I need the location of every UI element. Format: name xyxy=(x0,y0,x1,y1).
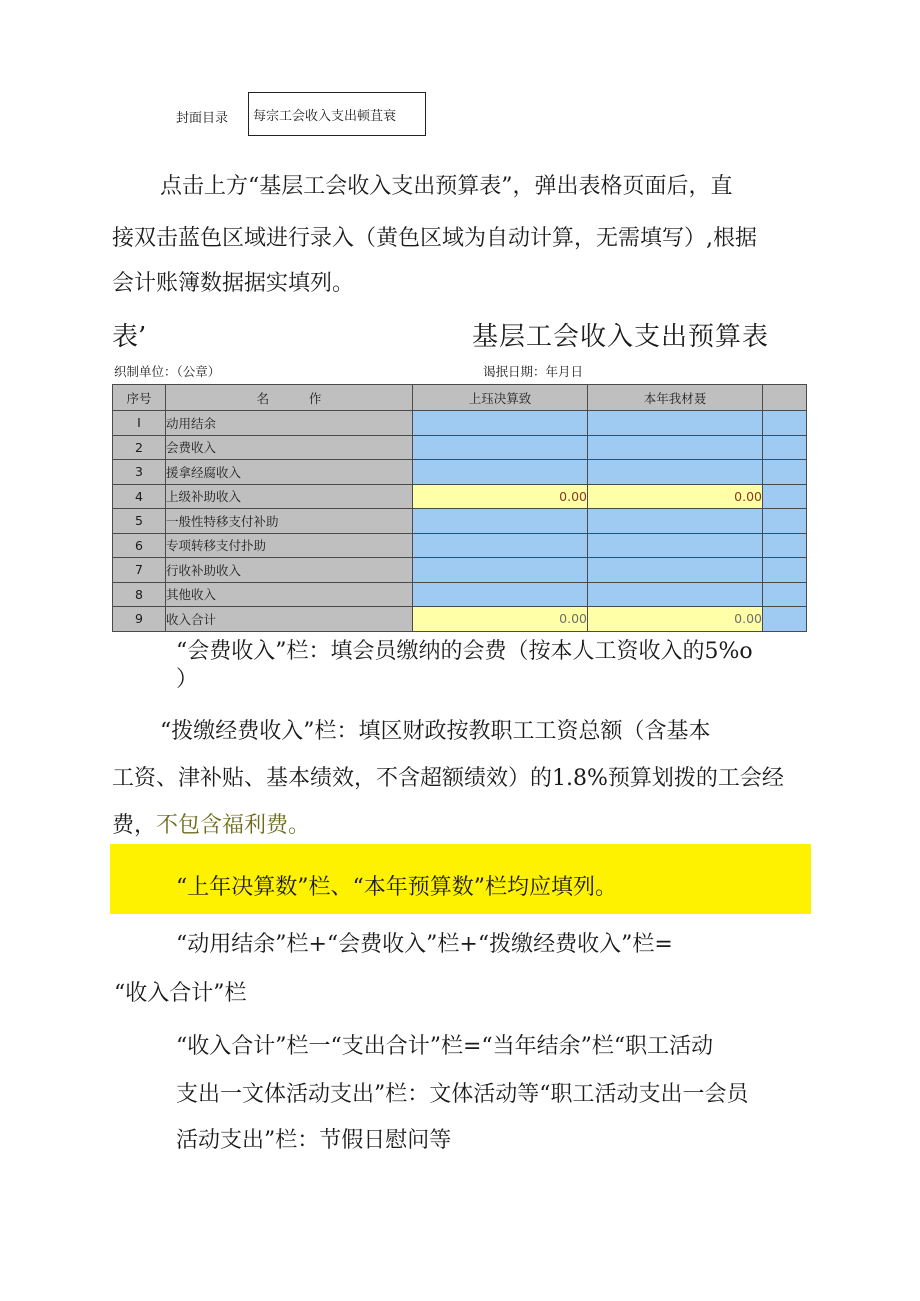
formula-line-5: 活动支出”栏：节假日慰问等 xyxy=(176,1128,452,1153)
row-name: 上级补助收入 xyxy=(166,484,413,509)
header-prev-year-final: 上珏决算致 xyxy=(413,385,588,411)
table-row xyxy=(113,484,807,509)
table-header-row xyxy=(113,385,807,411)
row-seq: 4 xyxy=(113,484,166,509)
prev-year-final-cell[interactable] xyxy=(413,411,588,436)
row-name: 一般性特移支付补助 xyxy=(166,509,413,534)
header-extra xyxy=(763,385,807,411)
extra-cell xyxy=(763,607,807,632)
row-seq: I xyxy=(113,411,166,436)
header-seq: 序号 xyxy=(113,385,166,411)
prev-year-final-cell[interactable] xyxy=(413,558,588,583)
date-label: 谒抿日期：年月日 xyxy=(483,364,584,379)
intro-line-2: 接双击蓝色区域进行录入（黄色区域为自动计算，无需填写）,根据 xyxy=(112,226,757,251)
current-year-budget-cell: 0.00 xyxy=(588,484,763,509)
current-year-budget-cell[interactable] xyxy=(588,509,763,534)
note-dues-line-2: ） xyxy=(176,667,199,692)
current-year-budget-cell[interactable] xyxy=(588,411,763,436)
extra-cell xyxy=(763,411,807,436)
extra-cell xyxy=(763,435,807,460)
row-seq: 3 xyxy=(113,460,166,485)
row-name: 动用结余 xyxy=(166,411,413,436)
current-year-budget-cell[interactable] xyxy=(588,582,763,607)
note-allot-line-3a: 费， xyxy=(112,813,157,838)
extra-cell xyxy=(763,460,807,485)
table-row xyxy=(113,558,807,583)
table-side-label: 表’ xyxy=(112,322,147,352)
row-name: 收入合计 xyxy=(166,607,413,632)
formula-line-4: 支出一文体活动支出”栏：文体活动等“职工活动支出一会员 xyxy=(176,1082,749,1107)
tab-cover-directory[interactable]: 封面目录 xyxy=(176,111,229,126)
table-row xyxy=(113,533,807,558)
current-year-budget-cell: 0.00 xyxy=(588,607,763,632)
current-year-budget-cell[interactable] xyxy=(588,435,763,460)
formula-line-3: “收入合计”栏一“支出合计”栏=“当年结余”栏“职工活动 xyxy=(176,1034,714,1059)
table-row xyxy=(113,460,807,485)
current-year-budget-cell[interactable] xyxy=(588,558,763,583)
header-current-year-budget: 本年我材聂 xyxy=(588,385,763,411)
header-name: 名 作 xyxy=(166,385,413,411)
note-dues-line-1: “会费收入”栏：填会员缴纳的会费（按本人工资收入的5%o xyxy=(176,639,753,664)
row-name: 其他收入 xyxy=(166,582,413,607)
table-title: 基层工会收入支出预算表 xyxy=(472,322,770,352)
prev-year-final-cell[interactable] xyxy=(413,533,588,558)
prev-year-final-cell[interactable] xyxy=(413,460,588,485)
extra-cell xyxy=(763,558,807,583)
row-name: 行收补助收入 xyxy=(166,558,413,583)
intro-line-3: 会计账簿数据据实填列。 xyxy=(112,271,355,296)
unit-label: 织制单位：（公章） xyxy=(114,364,221,379)
extra-cell xyxy=(763,533,807,558)
row-seq: 7 xyxy=(113,558,166,583)
prev-year-final-cell[interactable] xyxy=(413,582,588,607)
prev-year-final-cell[interactable] xyxy=(413,509,588,534)
note-highlight: “上年决算数”栏、“本年预算数”栏均应填列。 xyxy=(176,875,617,900)
current-year-budget-cell[interactable] xyxy=(588,460,763,485)
formula-line-1: “动用结余”栏+“会费收入”栏+“拨缴经费收入”栏= xyxy=(176,932,673,957)
tab-budget-form-label: 每宗工会收入支出顿苴衰 xyxy=(253,108,397,124)
extra-cell xyxy=(763,484,807,509)
note-allot-line-2: 工资、津补贴、基本绩效，不含超额绩效）的1.8%预算划拨的工会经 xyxy=(112,766,784,791)
table-row xyxy=(113,582,807,607)
row-name: 专项转移支付扑助 xyxy=(166,533,413,558)
intro-line-1: 点击上方“基层工会收入支出预算表”，弹出表格页面后，直 xyxy=(160,174,733,199)
current-year-budget-cell[interactable] xyxy=(588,533,763,558)
row-name: 会费收入 xyxy=(166,435,413,460)
budget-table xyxy=(112,384,807,632)
row-seq: 2 xyxy=(113,435,166,460)
row-seq: 6 xyxy=(113,533,166,558)
prev-year-final-cell: 0.00 xyxy=(413,484,588,509)
row-name: 援拿经腐收入 xyxy=(166,460,413,485)
tab-budget-form-link[interactable] xyxy=(248,92,426,136)
extra-cell xyxy=(763,509,807,534)
row-seq: 8 xyxy=(113,582,166,607)
row-seq: 5 xyxy=(113,509,166,534)
table-row xyxy=(113,435,807,460)
note-exclude-welfare: 不包含福利费。 xyxy=(156,813,311,838)
prev-year-final-cell[interactable] xyxy=(413,435,588,460)
formula-line-2: “收入合计”栏 xyxy=(114,981,247,1006)
table-row xyxy=(113,509,807,534)
note-allot-line-1: “拨缴经费收入”栏：填区财政按教职工工资总额（含基本 xyxy=(160,719,711,744)
row-seq: 9 xyxy=(113,607,166,632)
extra-cell xyxy=(763,582,807,607)
prev-year-final-cell: 0.00 xyxy=(413,607,588,632)
table-row xyxy=(113,411,807,436)
